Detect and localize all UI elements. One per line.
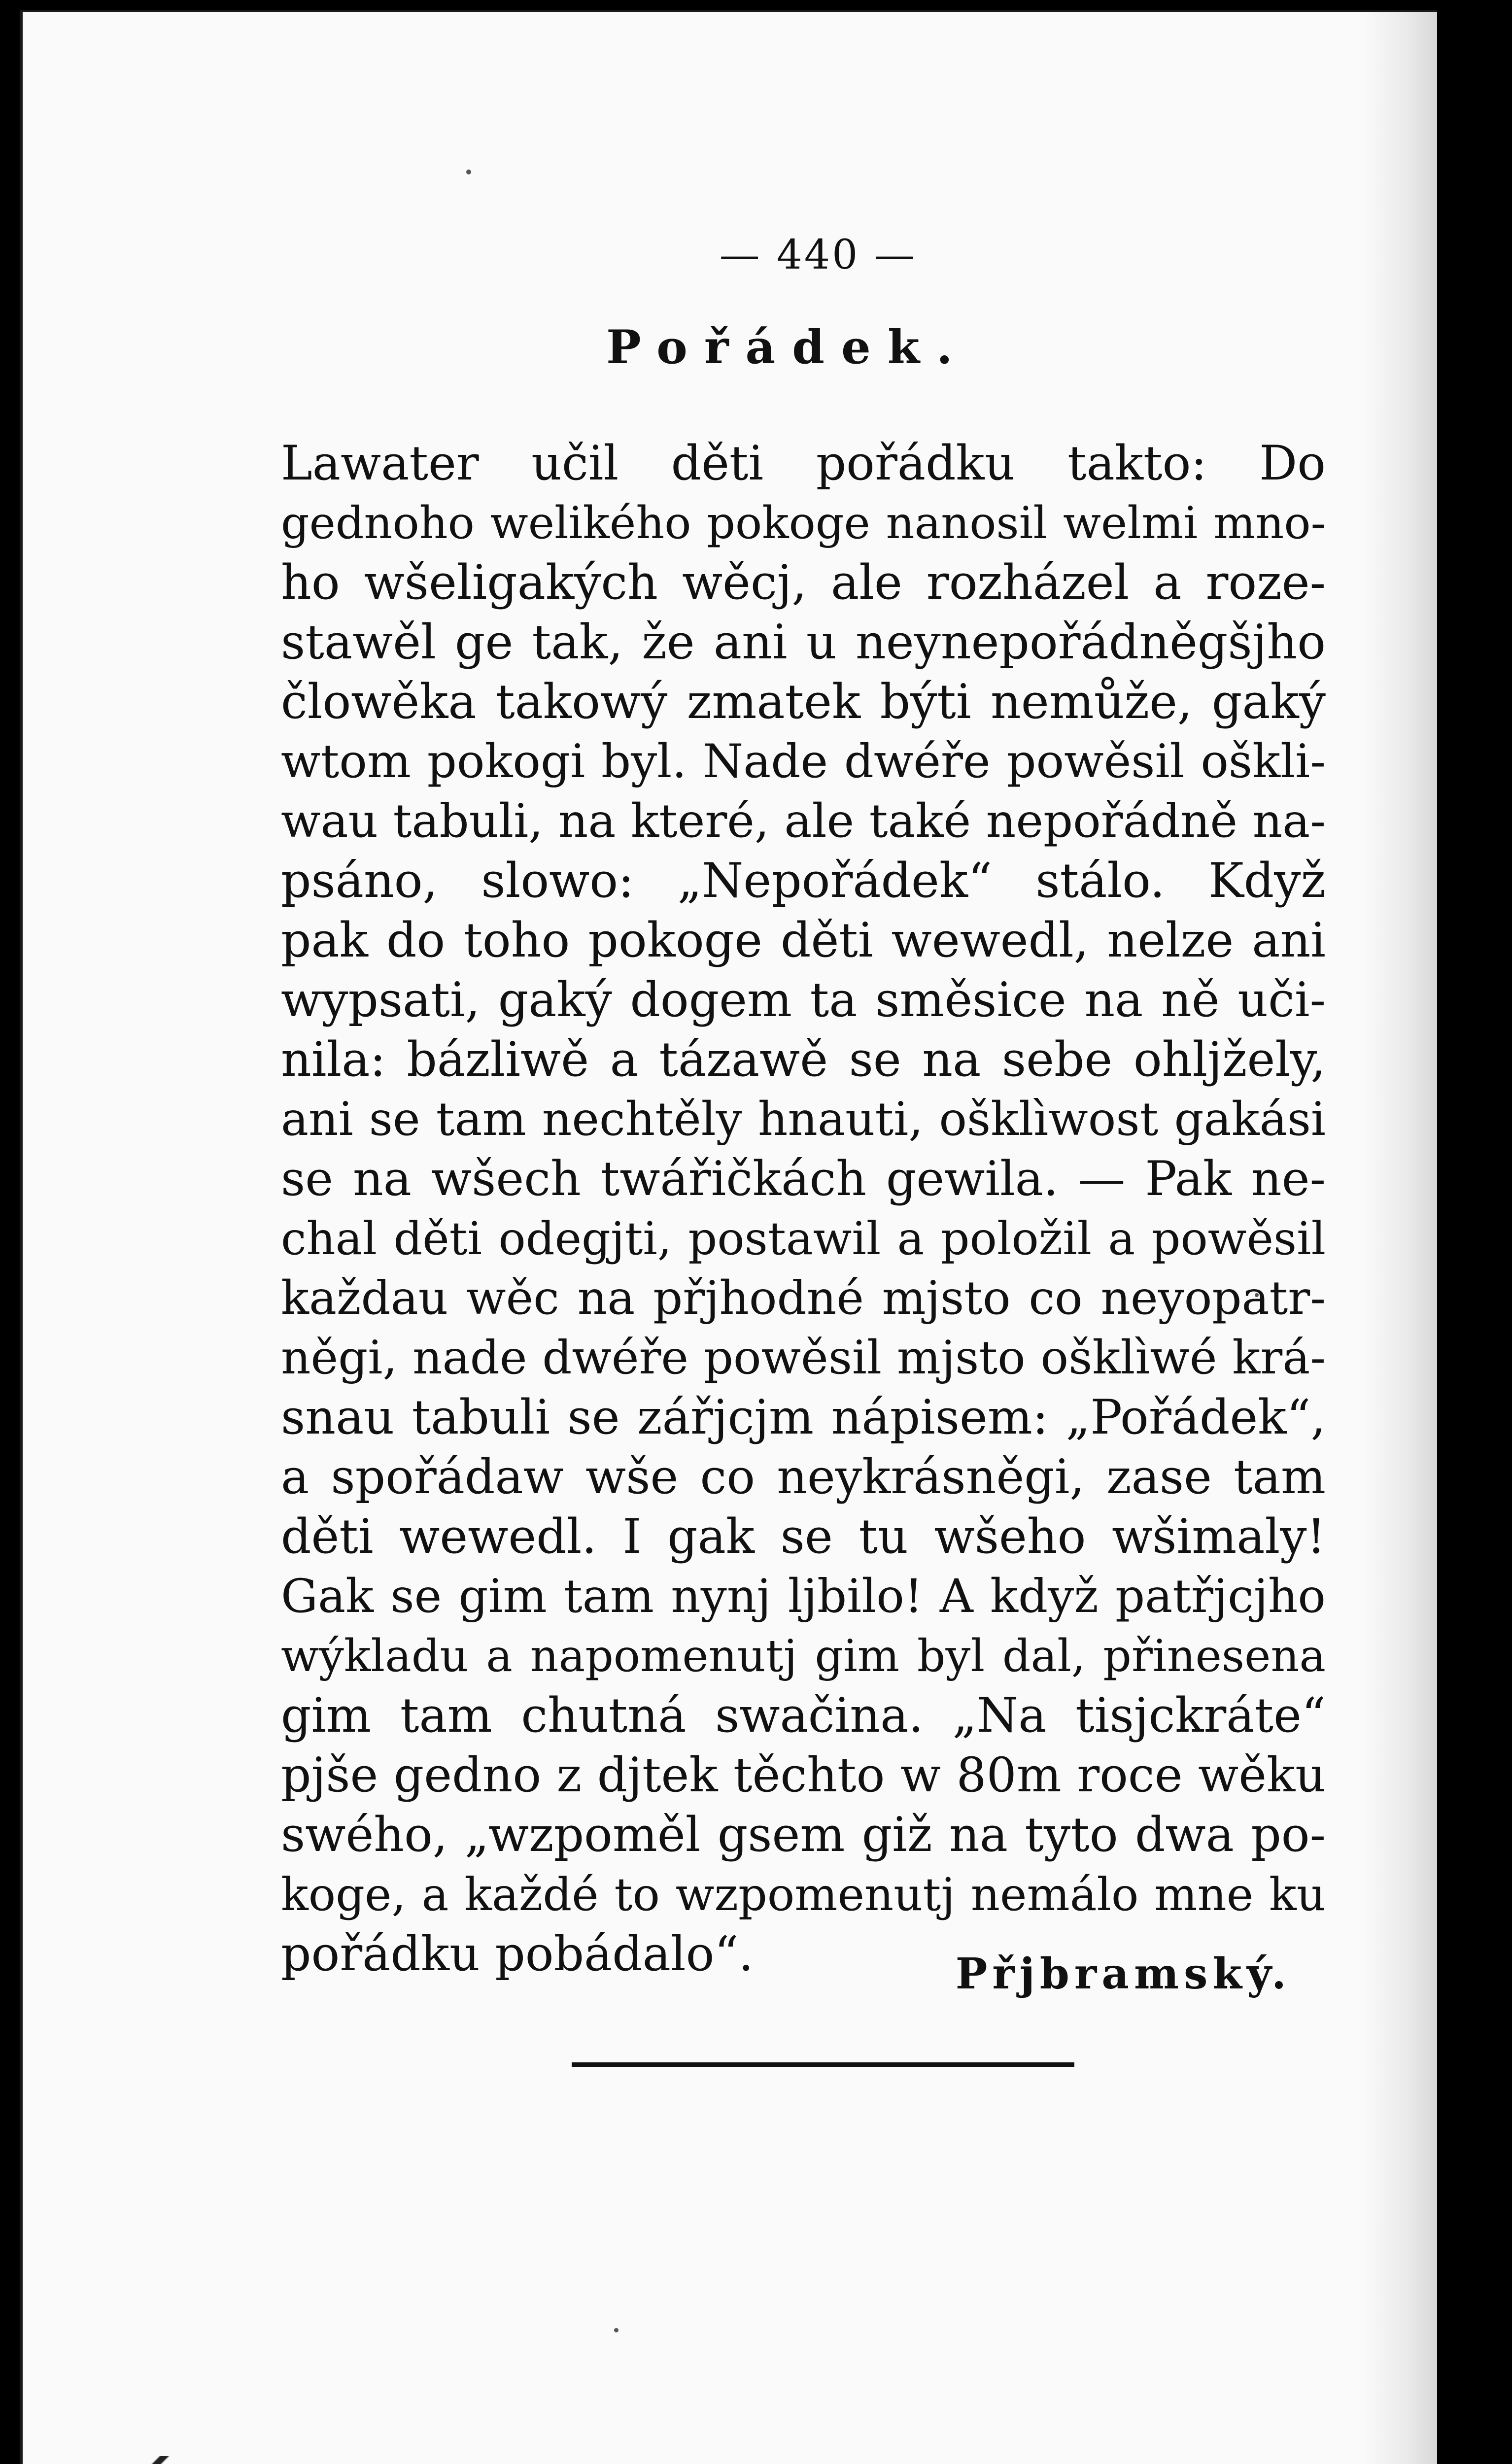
body-line: snau tabuli se zářjcjm nápisem: „Pořádek“, [281, 1390, 1326, 1445]
body-line: nila: bázliwě a tázawě se na sebe ohljžely, [281, 1032, 1326, 1087]
body-line: wypsati, gaký dogem ta směsice na ně uči- [281, 972, 1326, 1027]
author-signature: Přjbramský. [955, 1949, 1291, 1999]
body-line: člowěka takowý zmatek býti nemůže, gaký [281, 674, 1326, 729]
body-line: a spořádaw wše co neykrásněgi, zase tam [281, 1449, 1326, 1505]
body-line: děti wewedl. I gak se tu wšeho wšimaly! [281, 1509, 1326, 1564]
body-line: pořádku pobádalo“. [281, 1926, 754, 1982]
body-line: Lawater učil děti pořádku takto: Do [281, 436, 1326, 491]
section-divider [572, 2062, 1074, 2067]
paper-speck [614, 2328, 619, 2332]
page-binding-shadow [1363, 12, 1437, 2464]
article-body [281, 434, 1326, 1984]
body-line: se na wšech twářičkách gewila. — Pak ne- [281, 1151, 1326, 1206]
body-line: Gak se gim tam nynj ljbilo! A když patřjcjho [281, 1570, 1326, 1623]
body-line: swého, „wzpoměl gsem giž na tyto dwa po- [281, 1807, 1326, 1862]
body-line: ani se tam nechtěly hnauti, ošklìwost gakási [281, 1093, 1326, 1146]
body-line: ho wšeligakých wěcj, ale rozházel a roze- [281, 555, 1326, 610]
article-title: Pořádek. [606, 320, 969, 375]
page-number: — 440 — [719, 232, 917, 278]
page-corner-mark [23, 2456, 171, 2464]
body-line: wau tabuli, na které, ale také nepořádně na- [281, 794, 1326, 848]
body-line: každau wěc na přjhodné mjsto co neyopatr- [281, 1271, 1326, 1325]
body-line: něgi, nade dwéře powěsil mjsto ošklìwé krá- [281, 1331, 1326, 1385]
body-line: gim tam chutná swačina. „Na tisjckráte“ [281, 1688, 1326, 1743]
body-line: psáno, slowo: „Nepořádek“ stálo. Když [281, 853, 1326, 908]
body-line: wýkladu a napomenutj gim byl dal, přinesena [281, 1630, 1326, 1682]
paper-speck [466, 170, 471, 174]
body-line: pjše gedno z djtek těchto w 80m roce wěku [281, 1747, 1326, 1803]
body-line: koge, a každé to wzpomenutj nemálo mne ku [281, 1868, 1326, 1921]
body-line: chal děti odegjti, postawil a položil a powěsil [281, 1212, 1326, 1265]
body-line: stawěl ge tak, že ani u neynepořádněgšjho [281, 615, 1326, 670]
body-line: gednoho welikého pokoge nanosil welmi mno- [281, 497, 1326, 549]
body-line: pak do toho pokoge děti wewedl, nelze ani [281, 913, 1326, 968]
body-line: wtom pokogi byl. Nade dwéře powěsil oškli- [281, 735, 1326, 788]
